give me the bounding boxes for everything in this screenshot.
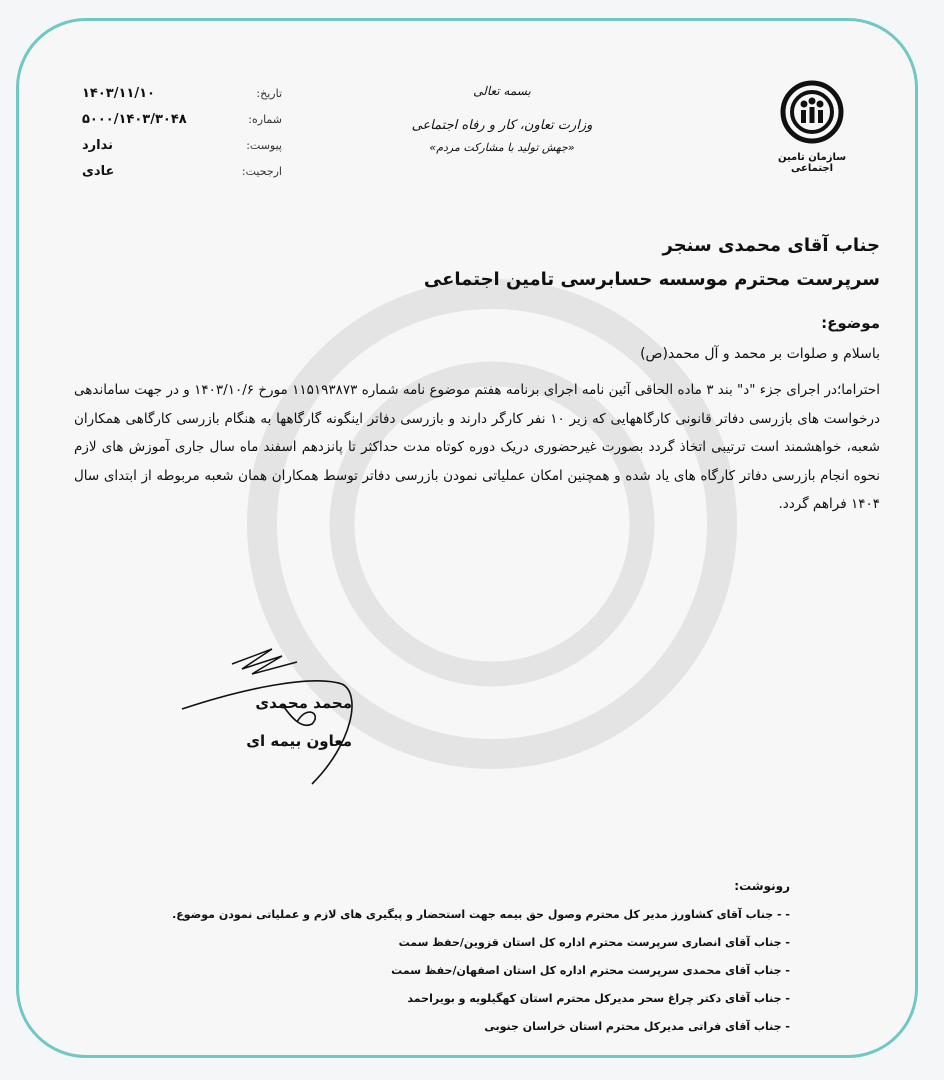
tamin-logo-icon — [780, 80, 844, 144]
slogan: «جهش تولید با مشارکت مردم» — [429, 141, 575, 154]
bismillah: بسمه تعالی — [473, 84, 531, 98]
signatory-name: محمد محمدی — [255, 694, 352, 712]
letter-page — [22, 24, 910, 1054]
greeting: باسلام و صلوات بر محمد و آل محمد(ص) — [640, 346, 880, 362]
meta-date-row — [82, 80, 282, 106]
cc-item: - جناب آقای انصاری سرپرست محترم اداره کل استان قزوین/حفظ سمت — [398, 936, 790, 949]
attachment-value: ندارد — [82, 137, 114, 153]
number-value: ۵۰۰۰/۱۴۰۳/۳۰۴۸ — [82, 111, 187, 127]
cc-title: رونوشت: — [734, 879, 790, 893]
signature-block — [162, 634, 382, 794]
meta-priority-row — [82, 158, 282, 184]
letter-body: احتراما؛در اجرای جزء "د" بند ۳ ماده الحاقی آئین نامه اجرای برنامه هفتم موضوع نامه شماره ۱۱۵۱۹۳۸۷۳ مورخ ۱۴۰۳/۱۰/۶ و در جهت ساماندهی درخواست های بازرسی دفاتر قانونی کارگاههایی که زیر ۱۰ نفر کارگر دارند و بازرسی دفاتر اینگونه گارگاهها به هنگام بازرسی کارگاهی همکاران شعبه، خواهشمند است ترتیبی اتخاذ گردد بصورت غیرحضوری دریک دوره کوتاه مدت حداکثر تا پانزدهم اسفند ماه سال جاری آموزش های لازم نحوه انجام بازرسی دفاتر کارگاه های یاد شده و همچنین امکان عملیاتی نمودن بازرسی دفاتر توسط همکاران همان شعبه مربوطه از ابتدای سال ۱۴۰۴ فراهم گردد. — [74, 382, 880, 513]
cc-item: - - جناب آقای کشاورز مدیر کل محترم وصول حق بیمه جهت استحضار و پیگیری های لازم و عملیاتی نمودن موضوع. — [172, 908, 790, 921]
meta-attachment-row — [82, 132, 282, 158]
signature-icon — [162, 634, 382, 794]
priority-label: ارجحیت: — [241, 164, 282, 178]
org-name: سازمان تامین اجتماعی — [777, 152, 847, 174]
ministry-name: وزارت تعاون، کار و رفاه اجتماعی — [411, 118, 593, 133]
recipient-title: سرپرست محترم موسسه حسابرسی تامین اجتماعی — [423, 269, 880, 290]
subject-label: موضوع: — [821, 314, 880, 332]
org-logo — [766, 80, 858, 174]
cc-item: - جناب آقای محمدی سرپرست محترم اداره کل استان اصفهان/حفظ سمت — [391, 964, 790, 977]
cc-item: - جناب آقای فراتی مدیرکل محترم استان خراسان جنوبی — [484, 1020, 790, 1033]
ministry-header — [402, 84, 602, 154]
signatory-title: معاون بیمه ای — [246, 732, 352, 750]
letter-meta — [82, 80, 282, 184]
recipient-block — [424, 229, 880, 297]
cc-item: - جناب آقای دکتر چراغ سحر مدیرکل محترم استان کهگیلویه و بویراحمد — [407, 992, 790, 1005]
attachment-label: پیوست: — [246, 138, 282, 152]
cc-list — [90, 901, 790, 1041]
date-label: تاریخ: — [256, 86, 282, 100]
date-value: ۱۴۰۳/۱۱/۱۰ — [82, 85, 155, 101]
priority-value: عادی — [82, 163, 115, 179]
meta-number-row — [82, 106, 282, 132]
recipient-name: جناب آقای محمدی سنجر — [662, 235, 880, 256]
number-label: شماره: — [248, 112, 282, 126]
cc-block — [90, 879, 790, 1041]
